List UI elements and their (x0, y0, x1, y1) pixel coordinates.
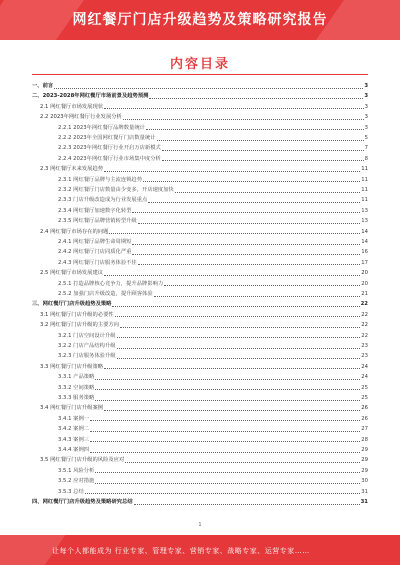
toc-leader-dots (104, 275, 360, 276)
toc-entry[interactable] (58, 488, 368, 496)
toc-entry-title: 2.5.2 加强门店升级改造，提升顾客体验 (58, 291, 153, 297)
toc-entry-page: 5 (364, 135, 368, 141)
toc-entry-page: 26 (361, 405, 368, 412)
toc-entry[interactable] (58, 332, 368, 340)
toc-entry-title: 2.3 网红餐厅未来发展趋势 (40, 166, 104, 173)
toc-entry-title: 3.3.1 产品策略 (58, 374, 95, 381)
toc-entry[interactable] (58, 290, 368, 298)
toc-leader-dots (90, 431, 360, 432)
toc-leader-dots (162, 160, 364, 161)
toc-entry-page: 11 (361, 176, 368, 183)
toc-entry-page: 13 (361, 218, 368, 225)
toc-entry[interactable] (58, 280, 368, 288)
toc-entry[interactable] (40, 311, 368, 319)
toc-entry-page: 29 (361, 457, 368, 464)
toc-leader-dots (162, 150, 364, 151)
toc-entry[interactable] (58, 248, 368, 256)
toc-entry-page: 20 (361, 270, 368, 277)
toc-entry[interactable] (58, 196, 368, 204)
toc-entry-title: 2.3.4 网红餐厅加速数字化转型 (58, 207, 132, 214)
toc-entry[interactable] (40, 269, 368, 277)
toc-entry-page: 21 (361, 291, 368, 297)
toc-entry[interactable] (40, 321, 368, 329)
toc-leader-dots (123, 119, 364, 120)
toc-entry[interactable] (32, 82, 368, 90)
toc-entry[interactable] (58, 394, 368, 402)
toc-entry-title: 3.2 网红餐厅门店升级的主要方向 (40, 322, 119, 329)
toc-entry-title: 3.3.2 空间策略 (58, 384, 95, 391)
toc-entry-page: 23 (361, 353, 368, 360)
toc-entry-title: 3.4.1 案例一 (58, 415, 90, 422)
toc-entry-title: 3.5.3 总结 (58, 488, 84, 495)
toc-entry[interactable] (58, 467, 368, 475)
toc-leader-dots (104, 368, 360, 369)
toc-entry-page: 3 (364, 124, 368, 131)
toc-leader-dots (90, 452, 360, 453)
toc-entry-title: 2.2.4 2023年网红餐厅行业市场集中度分析 (58, 155, 161, 162)
toc-entry-page: 23 (361, 343, 368, 349)
toc-entry-page: 31 (361, 488, 368, 495)
toc-entry[interactable] (58, 134, 368, 142)
toc-leader-dots (149, 98, 363, 99)
toc-entry[interactable] (58, 425, 368, 433)
toc-entry[interactable] (58, 415, 368, 423)
toc-entry-page: 11 (361, 197, 368, 204)
toc-entry-title: 3.1 网红餐厅门店升级的必要性 (40, 311, 114, 318)
toc-entry-page: 31 (360, 499, 368, 505)
toc-leader-dots (95, 389, 360, 390)
toc-entry[interactable] (58, 217, 368, 225)
toc-leader-dots (125, 462, 360, 463)
toc-entry[interactable] (58, 155, 368, 163)
toc-entry[interactable] (58, 207, 368, 215)
toc-entry-page: 13 (361, 207, 368, 214)
toc-entry[interactable] (32, 300, 368, 308)
toc-leader-dots (132, 212, 360, 213)
toc-entry-page: 22 (361, 332, 368, 339)
toc-leader-dots (117, 348, 361, 349)
toc-entry-title: 3.2.2 门店产品结构升级 (58, 343, 116, 349)
toc-entry[interactable] (58, 373, 368, 381)
toc-entry-page: 16 (361, 249, 368, 256)
toc-leader-dots (146, 129, 364, 130)
toc-entry-title: 三、网红餐厅门店升级趋势及策略 (32, 301, 112, 308)
page-number: 1 (198, 522, 202, 528)
toc-entry[interactable] (32, 498, 368, 506)
toc-entry-page: 7 (364, 145, 368, 152)
toc-entry[interactable] (40, 228, 368, 236)
toc-entry-title: 3.3 网红餐厅门店升级策略 (40, 363, 104, 370)
toc-entry-title: 2.2.2 2023年全国网红餐厅门店数量统计 (58, 135, 156, 141)
toc-entry[interactable] (58, 446, 368, 454)
toc-leader-dots (104, 171, 360, 172)
toc-entry-title: 3.2.1 门店空间设计升级 (58, 332, 116, 339)
toc-entry[interactable] (58, 238, 368, 246)
toc-entry-title: 2.2 2023年网红餐厅行业发展分析 (40, 114, 122, 121)
toc-entry-title: 2.1 网红餐厅市场发展现状 (40, 103, 104, 110)
toc-entry-page: 3 (364, 83, 368, 89)
toc-entry-page: 3 (364, 114, 368, 121)
toc-entry-title: 3.4.4 案例四 (58, 447, 90, 453)
toc-entry-title: 3.5.1 风险分析 (58, 467, 95, 474)
toc-entry-page: 24 (361, 363, 368, 370)
toc-entry-page: 26 (361, 415, 368, 422)
toc-entry-title: 3.5 网红餐厅门店升级的风险及应对 (40, 457, 125, 464)
toc-leader-dots (95, 483, 360, 484)
toc-leader-dots (85, 493, 360, 494)
toc-entry-title: 2.3.2 网红餐厅门店数量由少变多，开店速度加快 (58, 187, 174, 193)
toc-entry-page: 11 (361, 166, 368, 173)
toc-leader-dots (95, 400, 360, 401)
toc-entry-page: 24 (361, 374, 368, 381)
footer-slogan: 让每个人都能成为 行业专家、管理专家、营销专家、战略专家、运营专家…… (52, 547, 310, 555)
toc-entry-title: 2.5.1 打造品牌核心竞争力，提升品牌影响力 (58, 280, 164, 287)
toc-leader-dots (143, 181, 360, 182)
toc-leader-dots (95, 379, 360, 380)
toc-leader-dots (54, 88, 363, 89)
toc-entry-page: 20 (361, 280, 368, 287)
toc-entry-title: 2.2.1 2023年网红餐厅品牌数量统计 (58, 124, 145, 131)
toc-entry[interactable] (58, 259, 368, 267)
toc-entry[interactable] (58, 477, 368, 485)
toc-entry-title: 2.3.3 门店升级改造成为行业发展重点 (58, 197, 148, 204)
toc-entry[interactable] (40, 165, 368, 173)
toc-leader-dots (117, 337, 361, 338)
toc-entry-page: 22 (361, 322, 368, 329)
toc-leader-dots (104, 108, 364, 109)
toc-entry-title: 2.4.1 网红餐厅品牌生命周期短 (58, 239, 132, 245)
toc-entry[interactable] (58, 436, 368, 444)
toc-entry-page: 25 (361, 384, 368, 391)
toc-divider (32, 74, 368, 75)
toc-leader-dots (104, 410, 360, 411)
toc-entry[interactable] (58, 352, 368, 360)
toc-entry-title: 3.2.3 门店服务体验升级 (58, 353, 116, 360)
toc-leader-dots (109, 233, 360, 234)
toc-entry-title: 二、2023-2028年网红餐厅市场前景及趋势预测 (32, 93, 149, 100)
toc-leader-dots (115, 316, 361, 317)
toc-entry-page: 14 (361, 228, 368, 235)
toc-leader-dots (157, 140, 364, 141)
toc-entry[interactable] (58, 342, 368, 350)
toc-entry-page: 28 (361, 436, 368, 443)
toc-entry-title: 2.2.3 2023年网红餐厅行业开启万店新模式 (58, 145, 161, 152)
toc-entry-page: 17 (361, 259, 368, 266)
toc-entry[interactable] (58, 186, 368, 194)
toc-entry-page: 14 (361, 239, 368, 245)
toc-entry[interactable] (40, 456, 368, 464)
toc-leader-dots (154, 296, 361, 297)
toc-entry-title: 2.3.5 网红餐厅品牌营销转型升级 (58, 218, 137, 225)
toc-entry-page: 30 (361, 478, 368, 485)
toc-leader-dots (138, 264, 361, 265)
toc-leader-dots (164, 285, 360, 286)
toc-leader-dots (117, 358, 361, 359)
toc-leader-dots (148, 202, 360, 203)
toc-entry-page: 22 (360, 301, 368, 308)
toc-leader-dots (90, 441, 360, 442)
toc-entry[interactable] (58, 124, 368, 132)
report-title: 网红餐厅门店升级趋势及策略研究报告 (72, 12, 328, 28)
toc-entry-title: 3.3.3 服务策略 (58, 395, 95, 401)
toc-entry-page: 29 (361, 447, 368, 453)
toc-leader-dots (132, 244, 360, 245)
toc-entry-page: 25 (361, 395, 368, 401)
toc-entry[interactable] (40, 404, 368, 412)
toc-entry-page: 29 (361, 467, 368, 474)
toc-entry-title: 3.5.2 应对措施 (58, 478, 95, 485)
toc-leader-dots (138, 223, 361, 224)
toc-entry-page: 3 (364, 103, 368, 110)
toc-leader-dots (134, 504, 360, 505)
toc-heading: 内容目录 (169, 57, 230, 72)
toc-entry[interactable] (40, 103, 368, 111)
toc-entry[interactable] (32, 92, 368, 100)
toc-entry-title: 3.4 网红餐厅门店升级案例 (40, 405, 104, 412)
footer-banner (0, 535, 400, 565)
toc-leader-dots (132, 254, 360, 255)
toc-entry-title: 2.4.2 网红餐厅门店同质化严重 (58, 249, 132, 256)
toc-entry-page: 8 (364, 155, 368, 162)
toc-entry-title: 2.3.1 网红餐厅品牌与主流连锁趋势 (58, 176, 143, 183)
toc-entry-title: 2.5 网红餐厅市场发展建议 (40, 270, 104, 277)
toc-leader-dots (120, 327, 360, 328)
toc-entry-page: 11 (361, 187, 368, 193)
toc-entry[interactable] (58, 384, 368, 392)
toc-entry[interactable] (58, 144, 368, 152)
toc-leader-dots (90, 420, 360, 421)
toc-entry[interactable] (58, 176, 368, 184)
toc-entry-title: 3.4.3 案例三 (58, 436, 90, 443)
toc-entry-title: 2.4 网红餐厅市场存在的问题 (40, 228, 109, 235)
toc-entry-page: 3 (364, 93, 368, 100)
toc-entry-title: 2.4.3 网红餐厅门店服务体验不佳 (58, 259, 137, 266)
toc-leader-dots (175, 192, 360, 193)
toc-entry-title: 一、前言 (32, 83, 54, 89)
header-banner (0, 0, 400, 40)
toc-entry-title: 四、网红餐厅门店升级趋势及策略研究总结 (32, 499, 133, 505)
toc-leader-dots (112, 306, 359, 307)
toc-entry-page: 22 (361, 311, 368, 318)
toc-entry-page: 27 (361, 426, 368, 433)
toc-leader-dots (95, 472, 360, 473)
toc-entry[interactable] (40, 363, 368, 371)
toc-entry[interactable] (40, 113, 368, 121)
toc-entry-title: 3.4.2 案例二 (58, 426, 90, 433)
